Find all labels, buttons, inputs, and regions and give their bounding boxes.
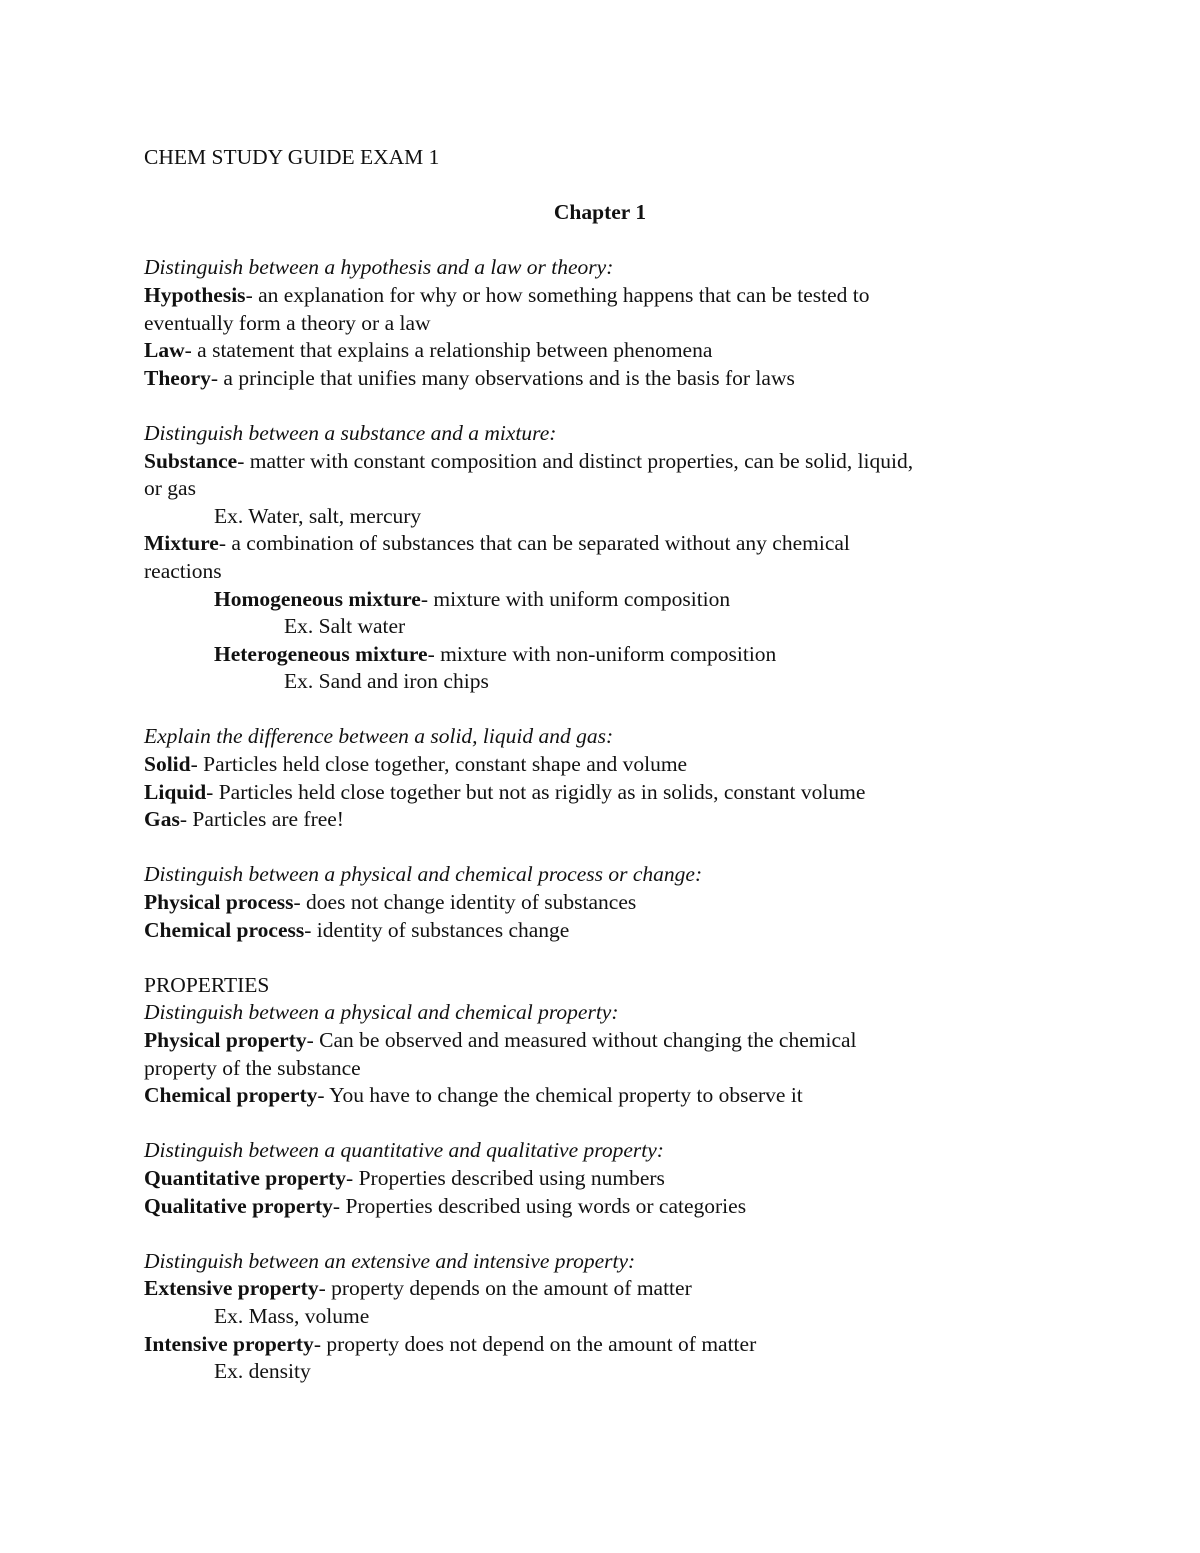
definition-quantitative-property: [144, 1165, 1056, 1193]
definition-extensive-property: [144, 1275, 1056, 1303]
definition-physical-property: [144, 1027, 1056, 1055]
definition-homogeneous-mixture: [144, 586, 1056, 614]
definition-qualitative-property: [144, 1193, 1056, 1221]
definition-text: - does not change identity of substances: [293, 890, 637, 915]
definition-intensive-property: [144, 1331, 1056, 1359]
term: Chemical process: [144, 917, 305, 942]
definition-text: - identity of substances change: [304, 917, 570, 942]
definition-text: - a principle that unifies many observations and is the basis for laws: [210, 365, 795, 390]
term: Quantitative property: [144, 1165, 347, 1190]
section-heading-properties: PROPERTIES: [144, 972, 270, 997]
definition-text: - matter with constant composition and distinct properties, can be solid, liquid,: [237, 448, 914, 473]
term: Qualitative property: [144, 1193, 333, 1218]
term: Mixture: [144, 531, 219, 556]
question-physical-chemical-process: Distinguish between a physical and chemical process or change:: [144, 862, 703, 887]
definition-continuation: eventually form a theory or a law: [144, 310, 431, 335]
term: Extensive property: [144, 1276, 319, 1301]
definition-text: - property does not depend on the amount of matter: [313, 1331, 757, 1356]
question-states-of-matter: Explain the difference between a solid, liquid and gas:: [144, 724, 614, 749]
definition-text: - Can be observed and measured without changing the chemical: [306, 1028, 857, 1052]
term: Substance: [144, 448, 238, 473]
term: Law: [144, 338, 185, 363]
definition-text: - mixture with uniform composition: [420, 586, 731, 611]
definition-solid: [144, 751, 1056, 779]
question-substance-mixture: Distinguish between a substance and a mixture:: [144, 420, 557, 445]
document-title: CHEM STUDY GUIDE EXAM 1: [144, 145, 440, 169]
question-hypothesis-law-theory: Distinguish between a hypothesis and a law or theory:: [144, 255, 614, 280]
definition-physical-process: [144, 889, 1056, 917]
definition-heterogeneous-mixture: [144, 641, 1056, 669]
definition-mixture: [144, 530, 1056, 558]
definition-continuation: reactions: [144, 558, 222, 583]
definition-hypothesis: [144, 282, 1056, 310]
definition-text: - a combination of substances that can be separated without any chemical: [218, 531, 850, 556]
term: Solid: [144, 752, 191, 777]
term: Physical property: [144, 1028, 307, 1052]
question-quantitative-qualitative: Distinguish between a quantitative and qualitative property:: [144, 1138, 664, 1163]
definition-theory: [144, 365, 1056, 393]
definition-text: - Properties described using words or categories: [332, 1193, 747, 1218]
definition-text: - Particles held close together but not as rigidly as in solids, constant volume: [206, 779, 866, 804]
example-extensive: Ex. Mass, volume: [214, 1303, 370, 1328]
definition-chemical-property: [144, 1082, 1056, 1110]
definition-gas: [144, 806, 1056, 834]
definition-text: - mixture with non-uniform composition: [427, 641, 777, 666]
term: Heterogeneous mixture: [214, 641, 428, 666]
definition-text: - property depends on the amount of matter: [318, 1276, 692, 1301]
definition-text: - You have to change the chemical property to observe it: [317, 1083, 803, 1108]
term: Chemical property: [144, 1083, 318, 1108]
example-homogeneous: Ex. Salt water: [284, 614, 406, 639]
term: Gas: [144, 807, 180, 832]
definition-text: - Properties described using numbers: [346, 1165, 665, 1190]
definition-continuation: property of the substance: [144, 1055, 361, 1080]
example-substance: Ex. Water, salt, mercury: [214, 503, 422, 528]
question-extensive-intensive: Distinguish between an extensive and intensive property:: [144, 1248, 636, 1273]
definition-liquid: [144, 779, 1056, 807]
definition-text: - an explanation for why or how something happens that can be tested to: [245, 282, 870, 307]
definition-text: - Particles held close together, constant shape and volume: [190, 752, 688, 777]
definition-text: - a statement that explains a relationship between phenomena: [184, 338, 713, 363]
example-heterogeneous: Ex. Sand and iron chips: [284, 669, 489, 694]
term: Theory: [144, 365, 211, 390]
term: Intensive property: [144, 1331, 314, 1356]
definition-law: [144, 337, 1056, 365]
term: Hypothesis: [144, 282, 246, 307]
definition-chemical-process: [144, 917, 1056, 945]
definition-text: - Particles are free!: [179, 807, 344, 832]
chapter-heading: Chapter 1: [553, 200, 647, 225]
question-physical-chemical-property: Distinguish between a physical and chemical property:: [144, 1000, 619, 1025]
definition-continuation: or gas: [144, 476, 196, 501]
term: Homogeneous mixture: [214, 586, 421, 611]
term: Liquid: [144, 779, 207, 804]
document-body: [144, 144, 1056, 1386]
term: Physical process: [144, 890, 294, 915]
definition-substance: [144, 448, 1056, 476]
example-intensive: Ex. density: [214, 1359, 311, 1384]
